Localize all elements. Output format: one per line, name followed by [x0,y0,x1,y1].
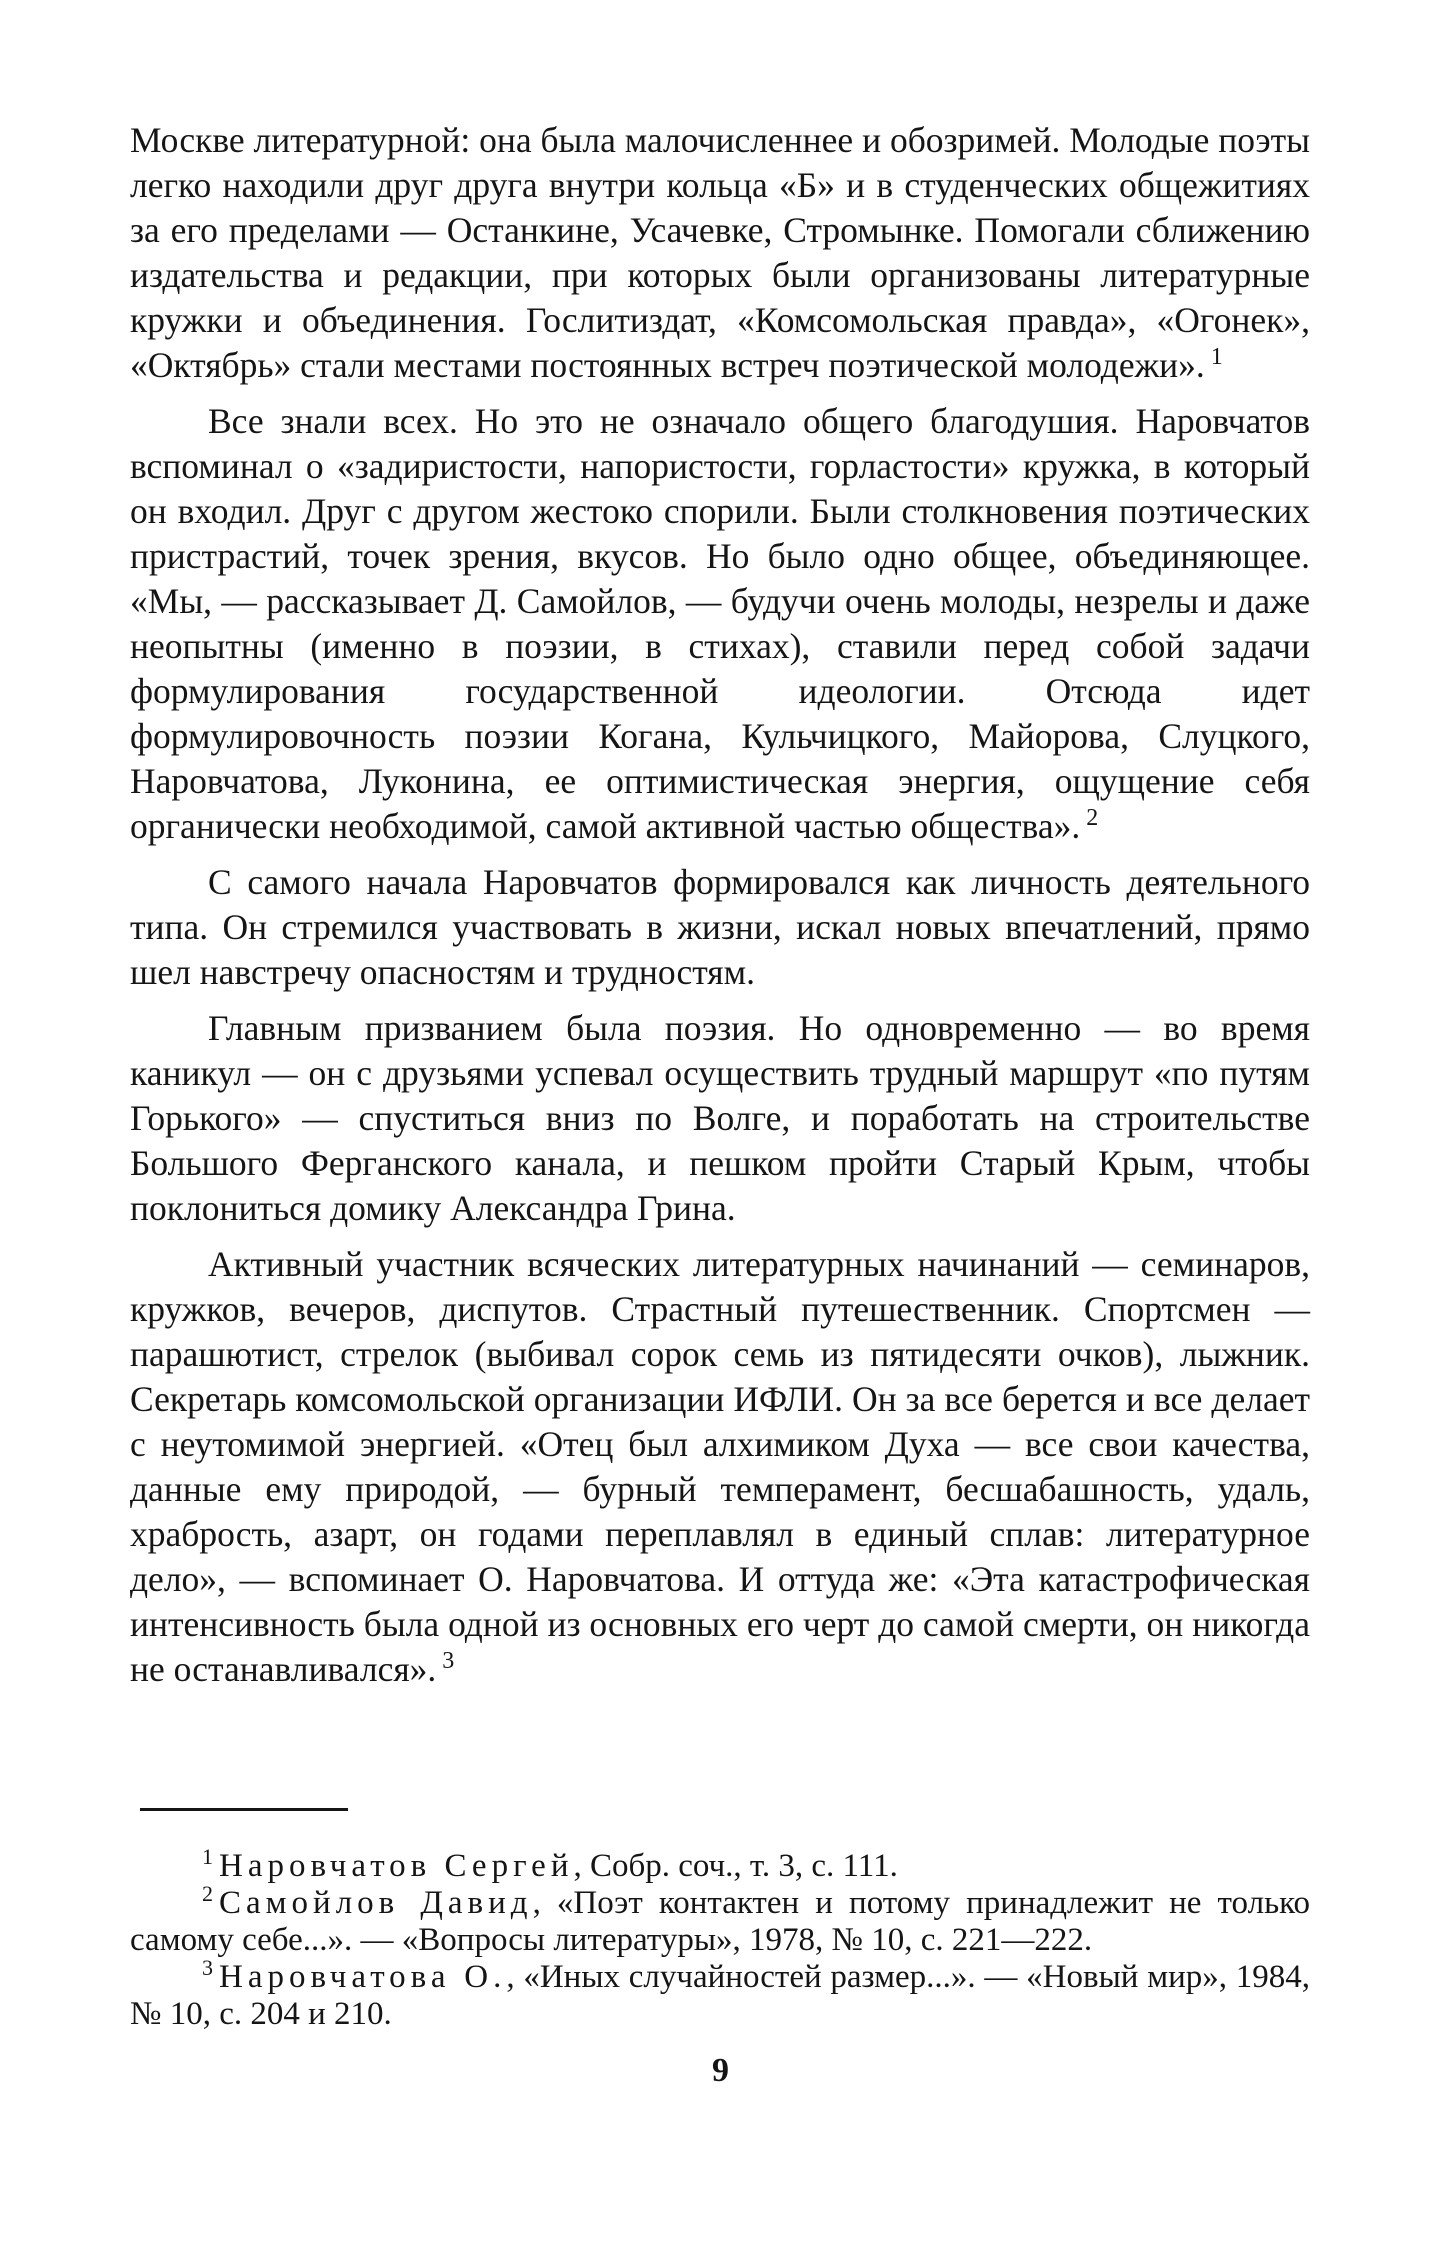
footnote-number: 3 [202,1955,213,1980]
footnote-reference: 3 [442,1648,455,1675]
footnote-number: 2 [202,1881,213,1906]
footnote-2 [130,1881,1310,1959]
footnote-author: Самойлов Давид [219,1885,533,1921]
paragraph-text: Москве литературной: она была малочисленнее и обозримей. Молодые поэты легко находили друг друга внутри кольца «Б» и в студенческих общежитиях за его пределами — Останкине, Усачевке, Стромынке. Помогали сближению издательства и редакции, при которых были организованы литературные кружки и объединения. Гослитиздат, «Комсомольская правда», «Огонек», «Октябрь» стали местами постоянных встреч поэтической молодежи». [130,120,1310,385]
paragraph-4 [130,1006,1310,1231]
paragraph-text: Главным призванием была поэзия. Но одновременно — во время каникул — он с друзьями успевал осуществить трудный маршрут «по путям Горького» — спуститься вниз по Волге, и поработать на строительстве Большого Ферганского канала, и пешком пройти Старый Крым, чтобы поклониться домику Александра Грина. [130,1008,1310,1228]
footnote-3 [130,1955,1310,2033]
paragraph-text: Все знали всех. Но это не означало общего благодушия. Наровчатов вспоминал о «задиристости, напористости, горластости» кружка, в который он входил. Друг с другом жестоко спорили. Были столкновения поэтических пристрастий, точек зрения, вкусов. Но было одно общее, объединяющее. «Мы, — рассказывает Д. Самойлов, — будучи очень молоды, незрелы и даже неопытны (именно в поэзии, в стихах), ставили перед собой задачи формулирования государственной идеологии. Отсюда идет формулировочность поэзии Когана, Кульчицкого, Майорова, Слуцкого, Наровчатова, Луконина, ее оптимистическая энергия, ощущение себя органически необходимой, самой активной частью общества». [130,401,1310,846]
paragraph-2 [130,399,1310,849]
paragraph-3 [130,860,1310,995]
footnote-1 [130,1844,1310,1885]
footnote-number: 1 [202,1844,213,1869]
footnote-text: , Собр. соч., т. 3, с. 111. [573,1848,898,1884]
footnote-separator [140,1808,348,1811]
footnote-reference: 2 [1086,805,1099,832]
paragraph-text: С самого начала Наровчатов формировался как личность деятельного типа. Он стремился участвовать в жизни, искал новых впечатлений, прямо шел навстречу опасностям и трудностям. [130,862,1310,992]
paragraph-1 [130,118,1310,388]
footnote-reference: 1 [1210,344,1223,371]
footnote-text: , «Поэт контактен и потому принадлежит не только самому себе...». — «Вопросы литературы», 1978, № 10, с. 221—222. [130,1885,1310,1958]
footnote-text: , «Иных случайностей размер...». — «Новый мир», 1984, № 10, с. 204 и 210. [130,1959,1310,2032]
paragraph-5 [130,1242,1310,1692]
paragraph-text: Активный участник всяческих литературных начинаний — семинаров, кружков, вечеров, диспутов. Страстный путешественник. Спортсмен — парашютист, стрелок (выбивал сорок семь из пятидесяти очков), лыжник. Секретарь комсомольской организации ИФЛИ. Он за все берется и все делает с неутомимой энергией. «Отец был алхимиком Духа — все свои качества, данные ему природой, — бурный темперамент, бесшабашность, удаль, храбрость, азарт, он годами переплавлял в единый сплав: литературное дело», — вспоминает О. Наровчатова. И оттуда же: «Эта катастрофическая интенсивность была одной из основных его черт до самой смерти, он никогда не останавливался». [130,1244,1310,1689]
main-text [130,118,1310,1703]
page-number: 9 [712,2052,729,2089]
footnote-author: Наровчатова О. [219,1959,507,1995]
footnote-author: Наровчатов Сергей [219,1848,574,1884]
footnotes [130,1844,1310,2033]
